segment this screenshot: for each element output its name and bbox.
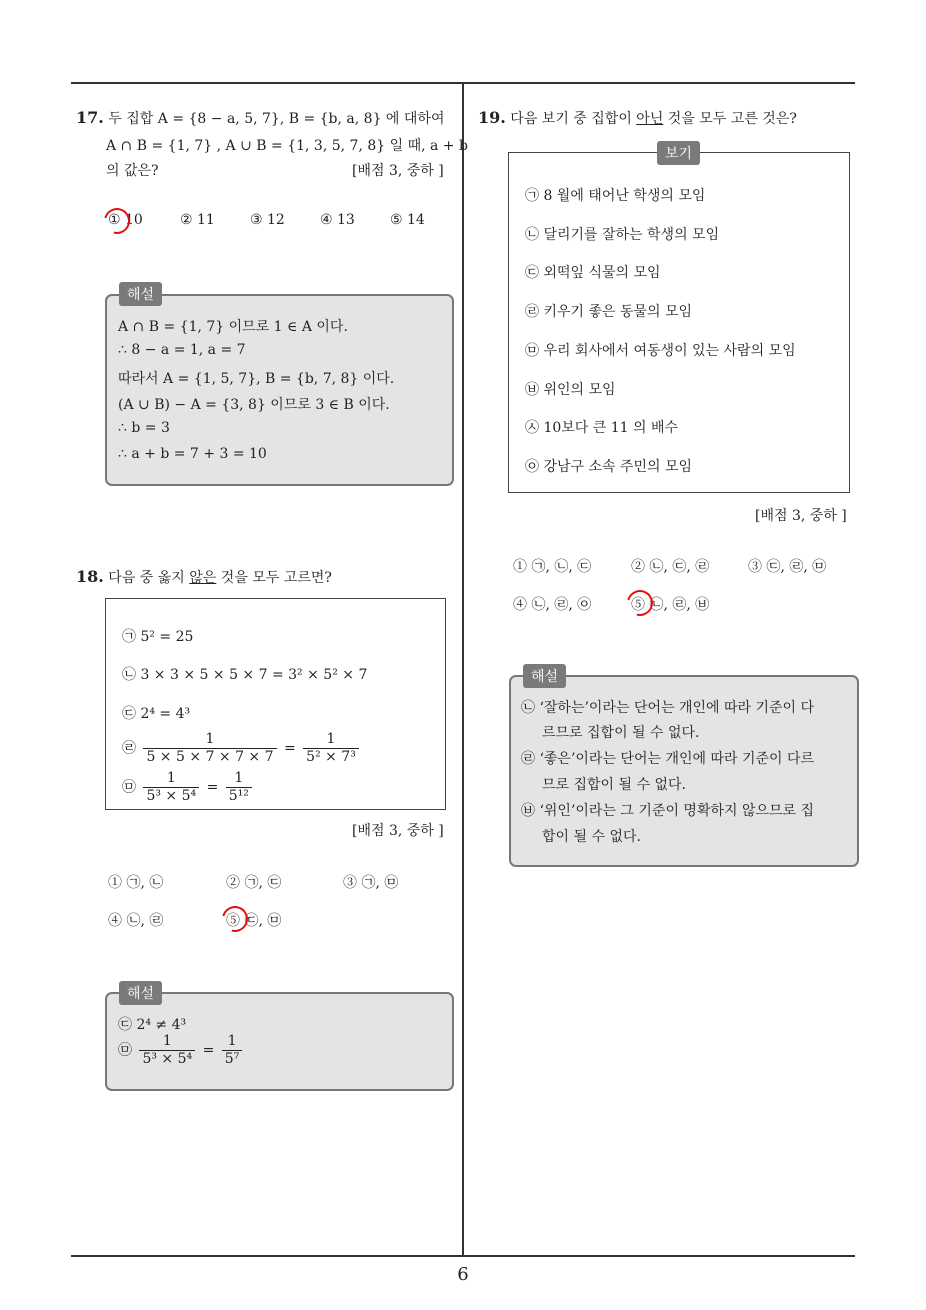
choice-2[interactable]: ② ㉡, ㉢, ㉣ — [631, 559, 710, 575]
fraction: $\frac{1}{\text{5⁷}}$ — [222, 1033, 243, 1068]
item-mark: ㉠ — [122, 629, 136, 645]
solution-tag: 해설 — [523, 664, 566, 688]
question-text: 다음 보기 중 집합이 — [510, 111, 637, 127]
solution-line: (A ∪ B) − A = {3, 8} 이므로 3 ∈ B 이다. — [118, 397, 390, 413]
column-divider — [462, 82, 464, 1256]
choice-1[interactable]: ① ㉠, ㉡, ㉢ — [513, 559, 592, 575]
example-item: ㉧ 강남구 소속 주민의 모임 — [525, 459, 693, 475]
solution-line: ∴ b = 3 — [118, 420, 170, 436]
solution-line: ㉣ ‘좋은’이라는 단어는 개인에 따라 기준이 다르 — [521, 751, 815, 767]
solution-tag: 해설 — [119, 981, 162, 1005]
fraction: $\frac{1}{\text{5² × 7³}}$ — [303, 731, 359, 766]
statement-b: 3 × 3 × 5 × 5 × 7 = 3² × 5² × 7 — [140, 667, 368, 683]
example-item: ㉣ 키우기 좋은 동물의 모임 — [525, 304, 693, 320]
solution-line: 합이 될 수 없다. — [542, 829, 641, 845]
question-number: 19. — [478, 108, 506, 127]
statement-a: 5² = 25 — [140, 629, 194, 645]
points-label: [배점 3, 중하 ] — [755, 508, 847, 524]
solution-line: ㉥ ‘위인’이라는 그 기준이 명확하지 않으므로 집 — [521, 803, 815, 819]
choice-3[interactable]: ③ ㉠, ㉤ — [343, 875, 399, 891]
question-text-underlined: 아닌 — [636, 111, 664, 127]
question-text: 것을 모두 고른 것은? — [663, 111, 797, 127]
choice-5[interactable]: ⑤ ㉡, ㉣, ㉥ — [631, 597, 710, 613]
example-item: ㉠ 8 월에 태어난 학생의 모임 — [525, 188, 706, 204]
solution-line: 따라서 A = {1, 5, 7}, B = {b, 7, 8} 이다. — [118, 371, 395, 387]
solution-line: ㉢ 2⁴ ≠ 4³ — [118, 1017, 187, 1033]
statement-c: 2⁴ = 4³ — [140, 706, 191, 722]
question-text: A ∩ B = {1, 7} , A ∪ B = {1, 3, 5, 7, 8} 일 때, a + b — [106, 138, 468, 154]
example-item: ㉢ 외떡잎 식물의 모임 — [525, 265, 661, 281]
example-tag: 보기 — [657, 141, 700, 165]
question-number: 17. — [76, 108, 104, 127]
item-mark: ㉢ — [122, 706, 136, 722]
question-text: 것을 모두 고르면? — [216, 570, 332, 586]
choice-2[interactable]: ② ㉠, ㉢ — [226, 875, 282, 891]
points-label: [배점 3, 중하 ] — [352, 163, 444, 179]
solution-line: 므로 집합이 될 수 없다. — [542, 777, 686, 793]
fraction: $\frac{1}{\text{5³ × 5⁴}}$ — [139, 1033, 195, 1068]
choice-3[interactable]: ③ ㉢, ㉣, ㉤ — [748, 559, 827, 575]
solution-line: ∴ a + b = 7 + 3 = 10 — [118, 446, 267, 462]
choice-5[interactable]: ⑤ ㉢, ㉤ — [226, 913, 282, 929]
question-text: 다음 중 옳지 — [108, 570, 190, 586]
choice-5[interactable]: ⑤ 14 — [390, 212, 425, 228]
choice-1[interactable]: ① 10 — [108, 212, 143, 228]
choice-4[interactable]: ④ ㉡, ㉣ — [108, 913, 164, 929]
answer-mark — [622, 585, 658, 621]
item-mark: ㉣ — [122, 740, 136, 757]
question-text-underlined: 않은 — [189, 570, 217, 586]
example-item: ㉦ 10보다 큰 11 의 배수 — [525, 420, 679, 436]
question-text: 의 값은? — [106, 163, 159, 179]
item-mark: ㉡ — [122, 667, 136, 683]
fraction: $\frac{1}{5 \times 5 \times 7 \times 7 \times 7}$ — [143, 731, 276, 766]
answer-mark — [99, 203, 135, 239]
solution-line: A ∩ B = {1, 7} 이므로 1 ∈ A 이다. — [118, 319, 348, 335]
example-item: ㉤ 우리 회사에서 여동생이 있는 사람의 모임 — [525, 343, 796, 359]
question-text: 두 집합 A = {8 − a, 5, 7}, B = {b, a, 8} 에 대하여 — [108, 111, 445, 127]
solution-line: 르므로 집합이 될 수 없다. — [542, 725, 700, 741]
solution-line: ㉡ ‘잘하는’이라는 단어는 개인에 따라 기준이 다 — [521, 700, 815, 716]
page-number: 6 — [457, 1264, 469, 1285]
solution-tag: 해설 — [119, 282, 162, 306]
answer-mark — [217, 901, 253, 937]
example-item: ㉥ 위인의 모임 — [525, 382, 616, 398]
solution-line: ∴ 8 − a = 1, a = 7 — [118, 342, 246, 358]
points-label: [배점 3, 중하 ] — [352, 823, 444, 839]
question-number: 18. — [76, 567, 104, 586]
choice-3[interactable]: ③ 12 — [250, 212, 285, 228]
example-item: ㉡ 달리기를 잘하는 학생의 모임 — [525, 227, 720, 243]
choice-4[interactable]: ④ ㉡, ㉣, ㉧ — [513, 597, 592, 613]
item-mark: ㉤ — [118, 1042, 132, 1059]
bottom-rule — [71, 1255, 855, 1257]
fraction: $\frac{1}{\text{5³ × 5⁴}}$ — [143, 770, 199, 805]
fraction: $\frac{1}{\text{5¹²}}$ — [226, 770, 252, 805]
choice-4[interactable]: ④ 13 — [320, 212, 355, 228]
choice-1[interactable]: ① ㉠, ㉡ — [108, 875, 164, 891]
item-mark: ㉤ — [122, 779, 136, 796]
choice-2[interactable]: ② 11 — [180, 212, 215, 228]
